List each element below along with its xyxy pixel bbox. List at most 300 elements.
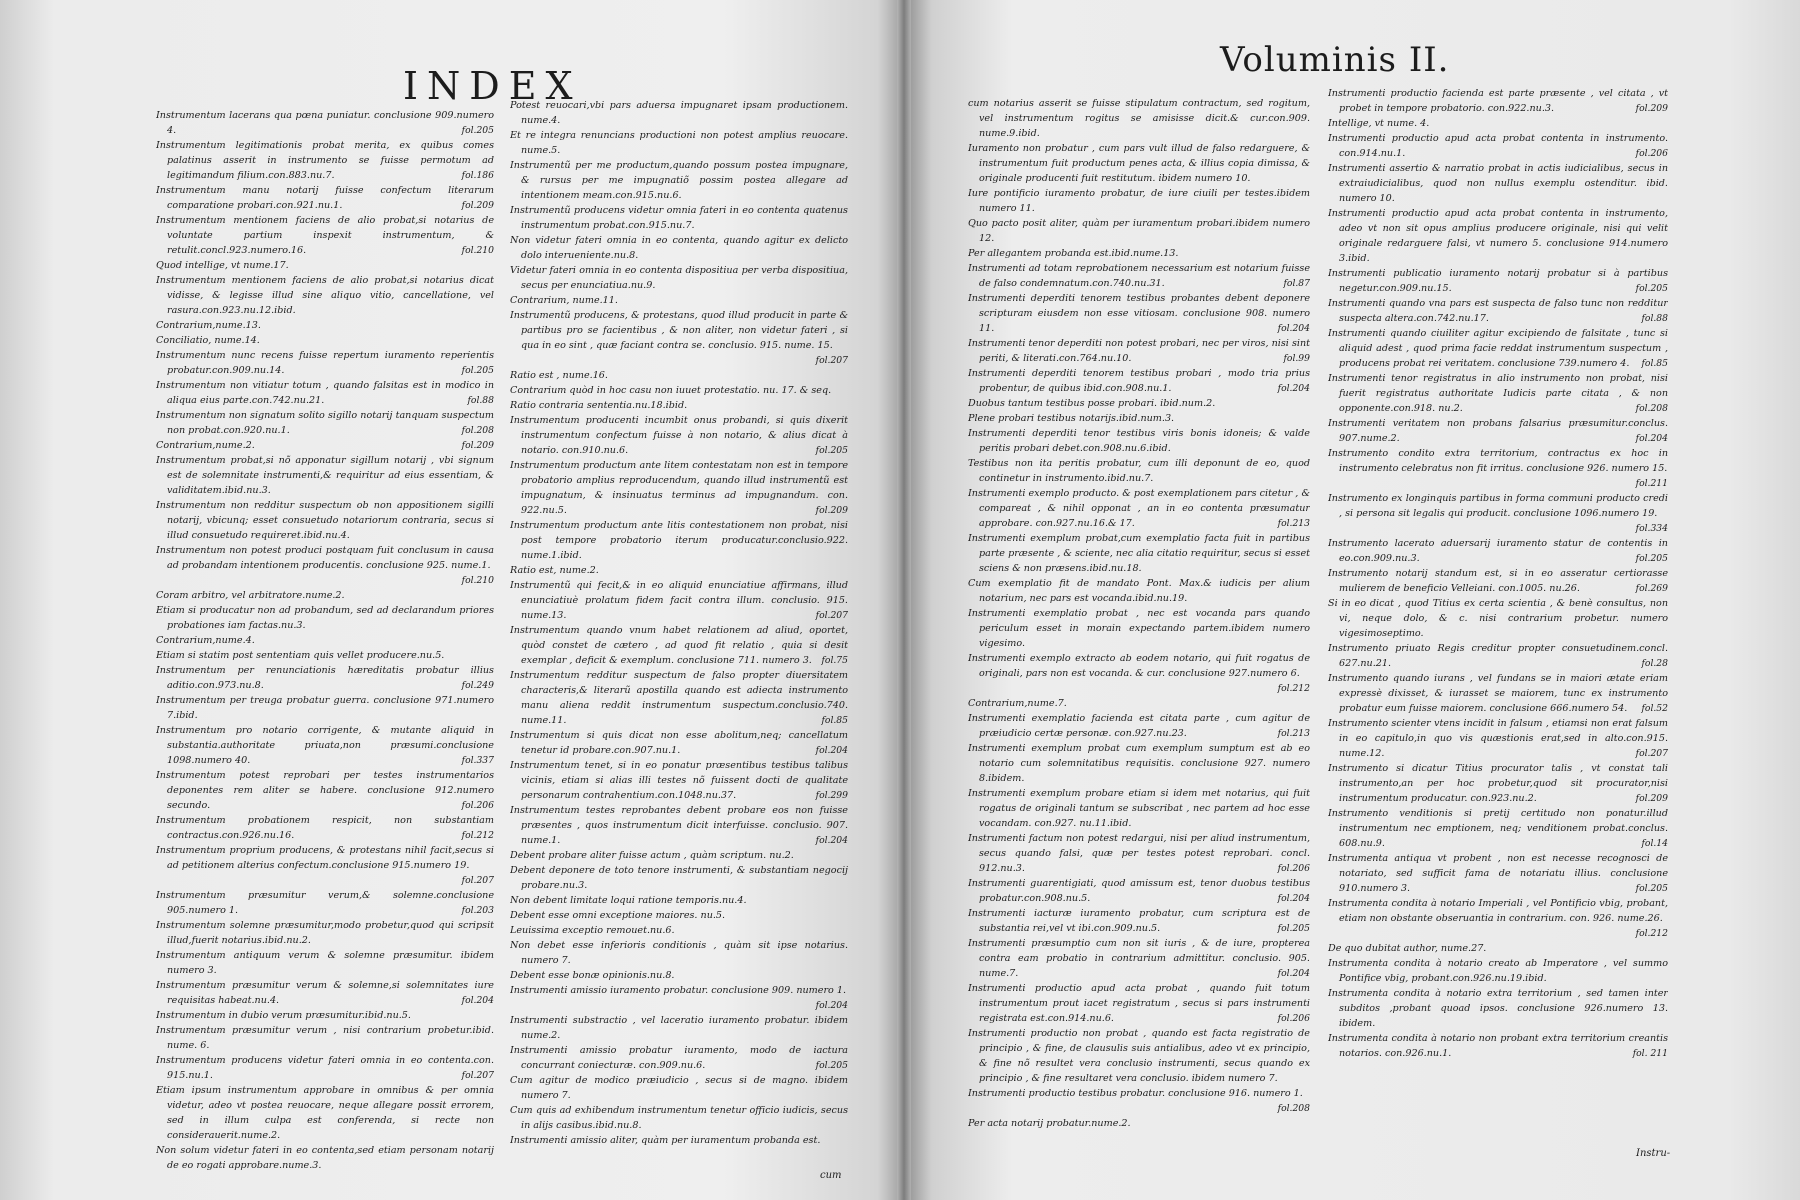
index-entry [156,843,494,888]
folio-reference: fol.85 [1641,358,1668,369]
folio-reference: fol.205 [815,1060,848,1071]
index-entry-text: Contrarium,nume.7. [968,698,1067,709]
index-entry [156,348,494,378]
index-entry [510,938,848,968]
index-entry [156,723,494,768]
index-entry-text: Instrumenti exemplo producto. & post exemplationem pars citetur , & compareat , & nihil opponat , an in eo contenta præsumatur approbare. con.927.nu.16.& 17. [968,488,1310,529]
index-entry [1328,851,1668,896]
index-column-4 [1328,86,1671,1166]
index-entry-text: Iuramento non probatur , cum pars vult illud de falso redarguere, & instrumentum fuit productum penes acta, & illius copia dimissa, & originale producenti fuit restitutum. ibidem numero 10. [968,143,1310,184]
index-entry [510,923,848,938]
index-entry [1328,326,1668,371]
index-entry [968,261,1310,291]
index-entry-text: Instrumentum mentionem faciens de alio probat,si notarius de voluntate partium inspexit instrumentum, & retulit.concl.923.numero.16. [156,215,494,256]
index-entry [156,438,494,453]
index-entry-text: Instrumentum præsumitur verum , nisi contrarium probetur.ibid. nume. 6. [156,1025,494,1051]
index-entry-text: Videtur fateri omnia in eo contenta dispositiua per verba dispositiua, secus per enunciatiua.nu.9. [510,265,848,291]
folio-reference: fol.211 [1635,478,1668,489]
index-entry [510,893,848,908]
index-entry-text: Instrumentum manu notarij fuisse confectum literarum comparatione probari.con.921.nu.1. [156,185,494,211]
index-entry [510,563,848,578]
folio-reference: fol.88 [1641,313,1668,324]
index-entry-text: Instrumenti exemplatio probat , nec est vocanda pars quando periculum esset in morain expectando partem.ibidem numero vigesimo. [968,608,1310,649]
folio-reference: fol.207 [815,355,848,366]
folio-reference: fol.204 [815,835,848,846]
folio-reference: fol.207 [461,875,494,886]
index-entry-text: Instrumenti præsumptio cum non sit iuris , & de iure, propterea contra eam probatio in contrarium admittitur. conclusio. 905. nume.7. [968,938,1310,979]
folio-reference: fol.206 [461,800,494,811]
index-entry-text: Instrumenta condita à notario Imperiali , vel Pontificio vbig, probant, etiam non obstante obseruantia in contrarium. con. 926. nume.26. [1328,898,1668,924]
index-entry [510,578,848,623]
index-entry-text: Ratio est , nume.16. [510,370,608,381]
index-entry-text: Instrumentum tenet, si in eo ponatur præsentibus testibus talibus vicinis, etiam si alias illi testes nõ fuissent docti de qualitate personarum contrahentium.con.1048.nu.37. [510,760,848,801]
index-entry-text: Instrumentum in dubio verum præsumitur.ibid.nu.5. [156,1010,411,1021]
index-entry [156,888,494,918]
index-entry [968,216,1310,246]
index-entry [156,183,494,213]
index-entry-text: Instrumento priuato Regis creditur propter consuetudinem.concl. 627.nu.21. [1328,643,1668,669]
index-entry [510,368,848,383]
index-entry-text: Instrumentũ qui fecit,& in eo aliquid enunciatiue affirmans, illud enunciatiuè prolatum fidem facit contra illum. conclusio. 915. nume.13. [510,580,848,621]
index-entry [1328,641,1668,671]
index-entry-text: Instrumentum proprium producens, & protestans nihil facit,secus si ad petitionem alterius confectum.conclusione 915.numero 19. [156,845,494,871]
index-entry-text: Instrumenti veritatem non probans falsarius præsumitur.conclus. 907.nume.2. [1328,418,1668,444]
index-entry [968,1026,1310,1086]
index-entry-text: Instrumentum per treuga probatur guerra. conclusione 971.numero 7.ibid. [156,695,494,721]
index-entry [968,141,1310,186]
index-entry [156,588,494,603]
index-entry [510,158,848,203]
index-entry-text: Contrarium,nume.13. [156,320,261,331]
index-entry-text: Instrumento quando iurans , vel fundans se in maiori ætate eriam expressè dixisset, & iurasset se maiorem, tunc ex instrumento probatur eum fuisse maiorem. conclusione 666.numero 54. [1328,673,1668,714]
index-entry-text: Instrumenti productio non probat , quando est facta registratio de principio , & fine, de clausulis suis antialibus, adeo vt ex principio, & fine nõ resultet vera conclusio instrumenti, secus quando ex principio , & fine resultaret vera conclusio. ibidem numero 7. [968,1028,1310,1084]
index-entry-text: Instrumentum redditur suspectum de falso propter diuersitatem characteris,& literarũ apostilla quando est adiecta instrumento manu aliena reddit instrumentum suspectum.conclusio.740. nume.11. [510,670,848,726]
index-entry-text: Instrumenti exemplum probare etiam si idem met notarius, qui fuit rogatus de originali tantum se subscribat , nec partem ad hoc esse vocandam. con.927. nu.11.ibid. [968,788,1310,829]
folio-reference: fol.205 [815,445,848,456]
index-entry-text: Instrumentum probat,si nõ apponatur sigillum notarij , vbi signum est de solemnitate instrumenti,& requiritur ad eius essentiam, & validitatem.ibid.nu.3. [156,455,494,496]
index-entry-text: Instrumentum lacerans qua pœna puniatur. conclusione 909.numero 4. [156,110,494,136]
index-entry [156,543,494,588]
index-entry [968,741,1310,786]
folio-reference: fol.209 [461,440,494,451]
index-entry [968,396,1310,411]
index-entry-text: Instrumento notarij standum est, si in eo asseratur certiorasse mulierem de beneficio Velleiani. con.1005. nu.26. [1328,568,1668,594]
index-entry-text: Instrumenta condita à notario creato ab Imperatore , vel summo Pontifice vbig, probant.con.926.nu.19.ibid. [1328,958,1668,984]
folio-reference: fol.52 [1641,703,1668,714]
index-entry [1328,206,1668,266]
index-entry [1328,86,1668,116]
folio-reference: fol.204 [461,995,494,1006]
index-entry [968,876,1310,906]
index-entry [156,453,494,498]
index-entry [156,378,494,408]
index-entry [156,768,494,813]
index-entry-text: Instrumenti guarentigiati, quod amissum est, tenor duobus testibus probatur.con.908.nu.5. [968,878,1310,904]
index-entry-text: Instrumenti productio apud acta probat contenta in instrumento, adeo vt non sit opus amplius producere originale, nisi qui velit originale redarguere falsi, vt numero 5. conclusione 914.numero 3.ibid. [1328,208,1668,264]
index-entry [156,258,494,273]
index-entry-text: Instrumentum non redditur suspectum ob non appositionem sigilli notarij, vbicunq; esset consuetudo notariorum contraria, secus si illud consuetudo requireret.ibid.nu.4. [156,500,494,541]
index-entry-text: Instrumenti productio apud acta probat contenta in instrumento. con.914.nu.1. [1328,133,1668,159]
index-entry-text: Instrumenti productio testibus probatur. conclusione 916. numero 1. [968,1088,1303,1099]
index-entry-text: Instrumenti deperditi tenorem testibus probari , modo tria prius probentur, de quibus ibid.con.908.nu.1. [968,368,1310,394]
index-entry [968,531,1310,576]
index-entry-text: Debent esse bonæ opinionis.nu.8. [510,970,675,981]
index-entry-text: Instrumenti tenor deperditi non potest probari, nec per viros, nisi sint periti, & literati.con.764.nu.10. [968,338,1310,364]
index-entry [510,668,848,728]
index-entry-text: Si in eo dicat , quod Titius ex certa scientia , & benè consultus, non vi, neque dolo, & c. nisi contrarium probetur. numero vigesimoseptimo. [1328,598,1668,639]
index-entry-text: Coram arbitro, vel arbitratore.nume.2. [156,590,345,601]
index-entry [510,728,848,758]
index-entry-text: Instrumento venditionis si pretij certitudo non ponatur.illud instrumentum nec emptionem, neq; venditionem probat.conclus. 608.nu.9. [1328,808,1668,849]
index-entry-text: Iure pontificio iuramento probatur, de iure ciuili per testes.ibidem numero 11. [968,188,1310,214]
index-entry [968,651,1310,696]
index-entry-text: Per acta notarij probatur.nume.2. [968,1118,1131,1129]
folio-reference: fol.206 [1277,863,1310,874]
index-entry-text: Instrumentum producenti incumbit onus probandi, si quis dixerit instrumentum confectum fuisse à non notario, & alius dicat à notario. con.910.nu.6. [510,415,848,456]
index-entry-text: Plene probari testibus notarijs.ibid.num.3. [968,413,1175,424]
index-entry [968,456,1310,486]
index-entry [968,831,1310,876]
folio-reference: fol.14 [1641,838,1668,849]
index-entry [156,408,494,438]
index-entry-text: Contrarium quòd in hoc casu non iuuet protestatio. nu. 17. & seq. [510,385,832,396]
index-entry-text: Instrumento ex longinquis partibus in forma communi producto credi , si persona sit legalis qui producit. conclusione 1096.numero 19. [1328,493,1668,519]
index-entry [1328,296,1668,326]
index-entry-text: Instrumentum præsumitur verum & solemne,si solemnitates iure requisitas habeat.nu.4. [156,980,494,1006]
folio-reference: fol.209 [815,505,848,516]
index-entry-text: Instrumenti tenor registratus in alio instrumento non probat, nisi fuerit registratus authoritate Iudicis parte citata , & non opponente.con.918. nu.2. [1328,373,1668,414]
index-entry-text: Instrumento scienter vtens incidit in falsum , etiamsi non erat falsum in eo capitulo,in quo vis quæstionis erat,sed in alto.con.915. nume.12. [1328,718,1668,759]
index-entry-text: cum notarius asserit se fuisse stipulatum contractum, sed rogitum, vel instrumentum rogitus se amisisse dicit.& cur.con.909. nume.9.ibid. [968,98,1310,139]
index-entry [156,603,494,633]
index-entry-text: Instrumenti exemplatio facienda est citata parte , cum agitur de præiudicio certæ personæ. con.927.nu.23. [968,713,1310,739]
index-entry [968,186,1310,216]
index-entry-text: Instrumenta condita à notario non probant extra territorium creantis notarios. con.926.nu.1. [1328,1033,1668,1059]
index-entry-text: Instrumentum non vitiatur totum , quando falsitas est in modico in aliqua eius parte.con.742.nu.21. [156,380,494,406]
index-entry [510,848,848,863]
index-entry-text: Instrumentum solemne præsumitur,modo probetur,quod qui scripsit illud,fuerit notarius.ibid.nu.2. [156,920,494,946]
index-entry-text: Debent probare aliter fuisse actum , quàm scriptum. nu.2. [510,850,794,861]
index-entry-text: Instrumentum nunc recens fuisse repertum iuramento reperientis probatur.con.909.nu.14. [156,350,494,376]
index-entry-text: De quo dubitat author, nume.27. [1328,943,1487,954]
index-entry-text: Non solum videtur fateri in eo contenta,sed etiam personam notarij de eo rogati approbare.nume.3. [156,1145,494,1171]
index-entry-text: Instrumenti ad totam reprobationem necessarium est notarium fuisse de falso condemnatum.con.740.nu.31. [968,263,1310,289]
index-entry-text: Instrumentum quando vnum habet relationem ad aliud, oportet, quòd constet de cætero , ad quod fit relatio , quia si desit exemplar , deficit & exemplum. conclusione 711. numero 3. [510,625,848,666]
folio-reference: fol.212 [1277,683,1310,694]
folio-reference: fol.208 [461,425,494,436]
index-entry [156,948,494,978]
folio-reference: fol.205 [461,365,494,376]
index-entry-text: Per allegantem probanda est.ibid.nume.13. [968,248,1179,259]
folio-reference: fol.205 [1635,553,1668,564]
index-entry-text: Debent deponere de toto tenore instrumenti, & substantiam negocij probare.nu.3. [510,865,848,891]
index-entry [156,813,494,843]
index-entry [510,983,848,1013]
folio-reference: fol.99 [1283,353,1310,364]
index-entry [156,108,494,138]
index-entry [156,978,494,1008]
index-entry [156,1053,494,1083]
index-entry [1328,566,1668,596]
index-entry [968,486,1310,531]
index-entry-text: Intellige, vt nume. 4. [1328,118,1430,129]
index-entry [510,413,848,458]
index-entry [1328,761,1668,806]
index-entry-text: Instrumenti assertio & narratio probat in actis iudicialibus, secus in extraiudicialibus, quod non nullus exemplu ostenditur. ibid. numero 10. [1328,163,1668,204]
index-entry-text: Instrumenti quando vna pars est suspecta de falso tunc non redditur suspecta altera.con.742.nu.17. [1328,298,1668,324]
index-entry-text: Instrumento si dicatur Titius procurator talis , vt constat tali instrumento,an per hoc probetur,quod sit procurator,nisi instrumentum producatur. con.923.nu.2. [1328,763,1668,804]
index-entry [1328,161,1668,206]
index-entry [968,606,1310,651]
index-entry [156,1143,494,1173]
folio-reference: fol.249 [461,680,494,691]
index-entry-text: Duobus tantum testibus posse probari. ibid.num.2. [968,398,1216,409]
index-column-3 [968,96,1310,1176]
index-entry-text: Instrumentum probationem respicit, non substantiam contractus.con.926.nu.16. [156,815,494,841]
index-entry-text: Instrumenti amissio iuramento probatur. conclusione 909. numero 1. [510,985,847,996]
folio-reference: fol.208 [1277,1103,1310,1114]
folio-reference: fol.299 [815,790,848,801]
index-entry [510,398,848,413]
index-entry [1328,266,1668,296]
folio-reference: fol.337 [461,755,494,766]
index-entry-text: Instrumenti quando ciuiliter agitur excipiendo de falsitate , tunc si aliquid adest , quod prima facie reddat instrumentum suspectum , producens probat rei veritatem. conclusione 739.numero 4. [1328,328,1668,369]
index-entry-text: Instrumentum productum ante litis contestationem non probat, nisi post tempore probatorio iterum producatur.conclusio.922. nume.1.ibid. [510,520,848,561]
index-entry-text: Etiam si statim post sententiam quis vellet producere.nu.5. [156,650,445,661]
folio-reference: fol.88 [467,395,494,406]
index-entry-text: Instrumenti substractio , vel laceratio iuramento probatur. ibidem nume.2. [510,1015,848,1041]
index-entry [510,758,848,803]
index-entry [968,336,1310,366]
folio-reference: fol.210 [461,245,494,256]
index-entry [510,1073,848,1103]
index-entry [510,128,848,158]
index-entry [968,411,1310,426]
index-entry-text: Instrumenti productio apud acta probat , quando fuit totum instrumentum prout iacet registratum , secus si pars instrumenti registrata est.con.914.nu.6. [968,983,1310,1024]
folio-reference: fol.205 [1277,923,1310,934]
index-entry [510,623,848,668]
folio-reference: fol.209 [1635,103,1668,114]
index-entry [510,263,848,293]
index-entry-text: Instrumentum productum ante litem contestatam non est in tempore probatorio amplius reproducendum, quando illud instrumentũ est impugnatum, & insinuatus terminus ad impugnandum. con. 922.nu.5. [510,460,848,516]
index-entry [1328,446,1668,491]
index-entry-text: Cum agitur de modico præiudicio , secus si de magno. ibidem numero 7. [510,1075,848,1101]
index-entry [968,981,1310,1026]
index-entry [968,291,1310,336]
index-entry [510,203,848,233]
index-entry [510,863,848,893]
index-entry-text: Instrumenti exemplum probat,cum exemplatio facta fuit in partibus parte præsente , & sciente, nec alia citatio requiritur, secus si esset sciens & non præsens.ibid.nu.18. [968,533,1310,574]
index-entry [968,576,1310,606]
index-entry-text: Instrumentum potest reprobari per testes instrumentarios deponentes rem aliter se habere. conclusione 912.numero secundo. [156,770,494,811]
index-entry [510,1043,848,1073]
index-entry [968,711,1310,741]
index-entry-text: Instrumentum legitimationis probat merita, ex quibus comes palatinus asserit in instrumento se fuisse permotum ad legitimandum filium.con.883.nu.7. [156,140,494,181]
folio-reference: fol.212 [1635,928,1668,939]
index-entry-text: Instrumenti exemplum probat cum exemplum sumptum est ab eo notario cum solemnitatibus requisitis. conclusione 927. numero 8.ibidem. [968,743,1310,784]
index-entry [1328,941,1668,956]
catchword-right: Instru- [1636,1148,1671,1159]
index-entry [1328,716,1668,761]
index-entry-text: Instrumenti deperditi tenorem testibus probantes debent deponere scripturam eiusdem non esse vitiosam. conclusione 908. numero 11. [968,293,1310,334]
catchword-left: cum [820,1170,842,1181]
folio-reference: fol.334 [1635,523,1668,534]
index-entry-text: Ratio est, nume.2. [510,565,599,576]
folio-reference: fol.207 [461,1070,494,1081]
index-entry [156,213,494,258]
index-entry-text: Instrumentũ producens, & protestans, quod illud producit in parte & partibus pro se facientibus , & non aliter, non videtur fateri , si qua in eo sint , quæ faciant contra se. conclusio. 915. nume. 15. [510,310,848,351]
folio-reference: fol.204 [815,1000,848,1011]
folio-reference: fol.207 [1635,748,1668,759]
index-entry [968,786,1310,831]
index-entry [1328,131,1668,161]
index-entry [968,696,1310,711]
index-entry-text: Instrumentum pro notario corrigente, & mutante aliquid in substantia.authoritate priuata,non præsumi.conclusione 1098.numero 40. [156,725,494,766]
index-entry [156,138,494,183]
page-title-volume: Voluminis II. [1220,40,1450,80]
index-entry-text: Instrumentum per renunciationis hæreditatis probatur illius aditio.con.973.nu.8. [156,665,494,691]
folio-reference: fol.204 [1635,433,1668,444]
folio-reference: fol.85 [821,715,848,726]
index-entry [1328,116,1668,131]
index-entry-text: Quod intellige, vt nume.17. [156,260,289,271]
folio-reference: fol.205 [1635,883,1668,894]
folio-reference: fol.212 [461,830,494,841]
index-entry-text: Instrumentum producens videtur fateri omnia in eo contenta.con. 915.nu.1. [156,1055,494,1081]
index-entry-text: Etiam si producatur non ad probandum, sed ad declarandum priores probationes iam factas.nu.3. [156,605,494,631]
index-entry [968,96,1310,141]
folio-reference: fol.204 [815,745,848,756]
index-entry [510,383,848,398]
index-entry-text: Instrumenti publicatio iuramento notarij probatur si à partibus negetur.con.909.nu.15. [1328,268,1668,294]
index-entry [156,273,494,318]
folio-reference: fol.87 [1283,278,1310,289]
index-entry-text: Non debet esse inferioris conditionis , quàm sit ipse notarius. numero 7. [510,940,848,966]
index-entry [1328,536,1668,566]
index-entry [510,1013,848,1043]
index-entry [156,1083,494,1143]
index-entry [1328,416,1668,446]
folio-reference: fol.204 [1277,323,1310,334]
index-entry [1328,491,1668,536]
index-entry [968,426,1310,456]
index-entry [156,1008,494,1023]
index-entry [510,803,848,848]
folio-reference: fol.206 [1277,1013,1310,1024]
index-entry [510,293,848,308]
index-entry [510,308,848,368]
folio-reference: fol.28 [1641,658,1668,669]
index-entry [510,458,848,518]
index-entry [156,918,494,948]
book-gutter [897,0,911,1200]
index-entry-text: Ratio contraria sententia.nu.18.ibid. [510,400,688,411]
index-entry [156,663,494,693]
index-entry [1328,986,1668,1031]
index-column-1 [156,108,494,1188]
index-entry [1328,596,1668,641]
index-entry-text: Instrumentum mentionem faciens de alio probat,si notarius dicat vidisse, & legisse illud sine aliquo vitio, cancellatione, vel rasura.con.923.nu.12.ibid. [156,275,494,316]
index-entry [156,318,494,333]
index-entry-text: Instrumento condito extra territorium, contractus ex hoc in instrumento celebratus non fit irritus. conclusione 926. numero 15. [1328,448,1668,474]
index-entry [156,633,494,648]
index-entry [156,693,494,723]
folio-reference: fol.208 [1635,403,1668,414]
index-entry-text: Instrumentũ per me productum,quando possum postea impugnare, & rursus per me impugnatiõ possim postea allegare ad intentionem meam.con.915.nu.6. [510,160,848,201]
index-entry-text: Instrumento lacerato aduersarij iuramento statur de contentis in eo.con.909.nu.3. [1328,538,1668,564]
index-entry [156,1023,494,1053]
index-entry-text: Etiam ipsum instrumentum approbare in omnibus & per omnia videtur, adeo vt postea reuocare, neque allegare possit errorem, sed in illum culpa est conferenda, si recte non considerauerit.nume.2. [156,1085,494,1141]
index-entry-text: Non debent limitate loqui ratione temporis.nu.4. [510,895,747,906]
folio-reference: fol.186 [461,170,494,181]
index-entry-text: Cum exemplatio fit de mandato Pont. Max.& iudicis per alium notarium, nec pars est vocanda.ibid.nu.19. [968,578,1310,604]
index-entry-text: Instrumentum non signatum solito sigillo notarij tanquam suspectum non probat.con.920.nu.1. [156,410,494,436]
index-entry [1328,956,1668,986]
index-entry-text: Conciliatio, nume.14. [156,335,260,346]
index-entry-text: Non videtur fateri omnia in eo contenta, quando agitur ex delicto dolo interueniente.nu.8. [510,235,848,261]
index-entry-text: Instrumenti productio facienda est parte præsente , vel citata , vt probet in tempore probatorio. con.922.nu.3. [1328,88,1668,114]
index-entry-text: Testibus non ita peritis probatur, cum illi deponunt de eo, quod continetur in instrumento.ibid.nu.7. [968,458,1310,484]
index-entry-text: Instrumentum si quis dicat non esse abolitum,neq; cancellatum tenetur id probare.con.907.nu.1. [510,730,848,756]
index-entry-text: Debent esse omni exceptione maiores. nu.5. [510,910,726,921]
folio-reference: fol.205 [461,125,494,136]
folio-reference: fol.205 [1635,283,1668,294]
folio-reference: fol.207 [815,610,848,621]
index-entry [968,1116,1310,1131]
index-entry [510,908,848,923]
index-column-2 [510,98,848,1178]
index-entry [968,246,1310,261]
folio-reference: fol.204 [1277,968,1310,979]
index-entry [1328,371,1668,416]
folio-reference: fol. 211 [1632,1048,1668,1059]
index-entry [968,366,1310,396]
index-entry-text: Instrumenti deperditi tenor testibus viris bonis idoneis; & valde peritis probari debet.con.908.nu.6.ibid. [968,428,1310,454]
index-entry-text: Instrumentum præsumitur verum,& solemne.conclusione 905.numero 1. [156,890,494,916]
index-entry [968,906,1310,936]
index-entry [510,233,848,263]
index-entry [510,1103,848,1133]
index-entry [1328,671,1668,716]
index-entry-text: Contrarium,nume.2. [156,440,255,451]
index-entry-text: Contrarium, nume.11. [510,295,618,306]
index-entry-text: Instrumentum antiquum verum & solemne præsumitur. ibidem numero 3. [156,950,494,976]
index-entry [1328,896,1668,941]
index-entry-text: Instrumenti amissio aliter, quàm per iuramentum probanda est. [510,1135,821,1146]
index-entry-text: Instrumentum testes reprobantes debent probare eos non fuisse præsentes , quos instrumentum dicit interfuisse. conclusio. 907. nume.1. [510,805,848,846]
folio-reference: fol.269 [1635,583,1668,594]
index-entry-text: Cum quis ad exhibendum instrumentum tenetur officio iudicis, secus in alijs casibus.ibid.nu.8. [510,1105,848,1131]
index-entry-text: Instrumenta antiqua vt probent , non est necesse recognosci de notariato, sed sufficit fama de notariatu illius. conclusione 910.numero 3. [1328,853,1668,894]
index-entry-text: Instrumentum non potest produci postquam fuit conclusum in causa ad probandam intentionem producentis. conclusione 925. nume.1. [156,545,494,571]
index-entry [1328,806,1668,851]
folio-reference: fol.204 [1277,383,1310,394]
index-entry [156,648,494,663]
index-entry [156,333,494,348]
folio-reference: fol.213 [1277,518,1310,529]
folio-reference: fol.210 [461,575,494,586]
index-entry-text: Instrumenti iacturæ iuramento probatur, cum scriptura est de substantia rei,vel vt ibi.con.909.nu.5. [968,908,1310,934]
folio-reference: fol.206 [1635,148,1668,159]
index-entry-text: Instrumenti factum non potest redargui, nisi per aliud instrumentum, secus quando falsi, quæ per testes potest reprobari. concl. 912.nu.3. [968,833,1310,874]
index-entry-text: Quo pacto posit aliter, quàm per iuramentum probari.ibidem numero 12. [968,218,1310,244]
index-entry [1328,1031,1668,1061]
index-entry-text: Instrumentũ producens videtur omnia fateri in eo contenta quatenus instrumentum probat.con.915.nu.7. [510,205,848,231]
index-entry-text: Instrumenta condita à notario extra territorium , sed tamen inter subditos ,probant quoad ipsos. conclusione 926.numero 13. ibidem. [1328,988,1668,1029]
folio-reference: fol.75 [821,655,848,666]
folio-reference: fol.204 [1277,893,1310,904]
index-entry [510,98,848,128]
